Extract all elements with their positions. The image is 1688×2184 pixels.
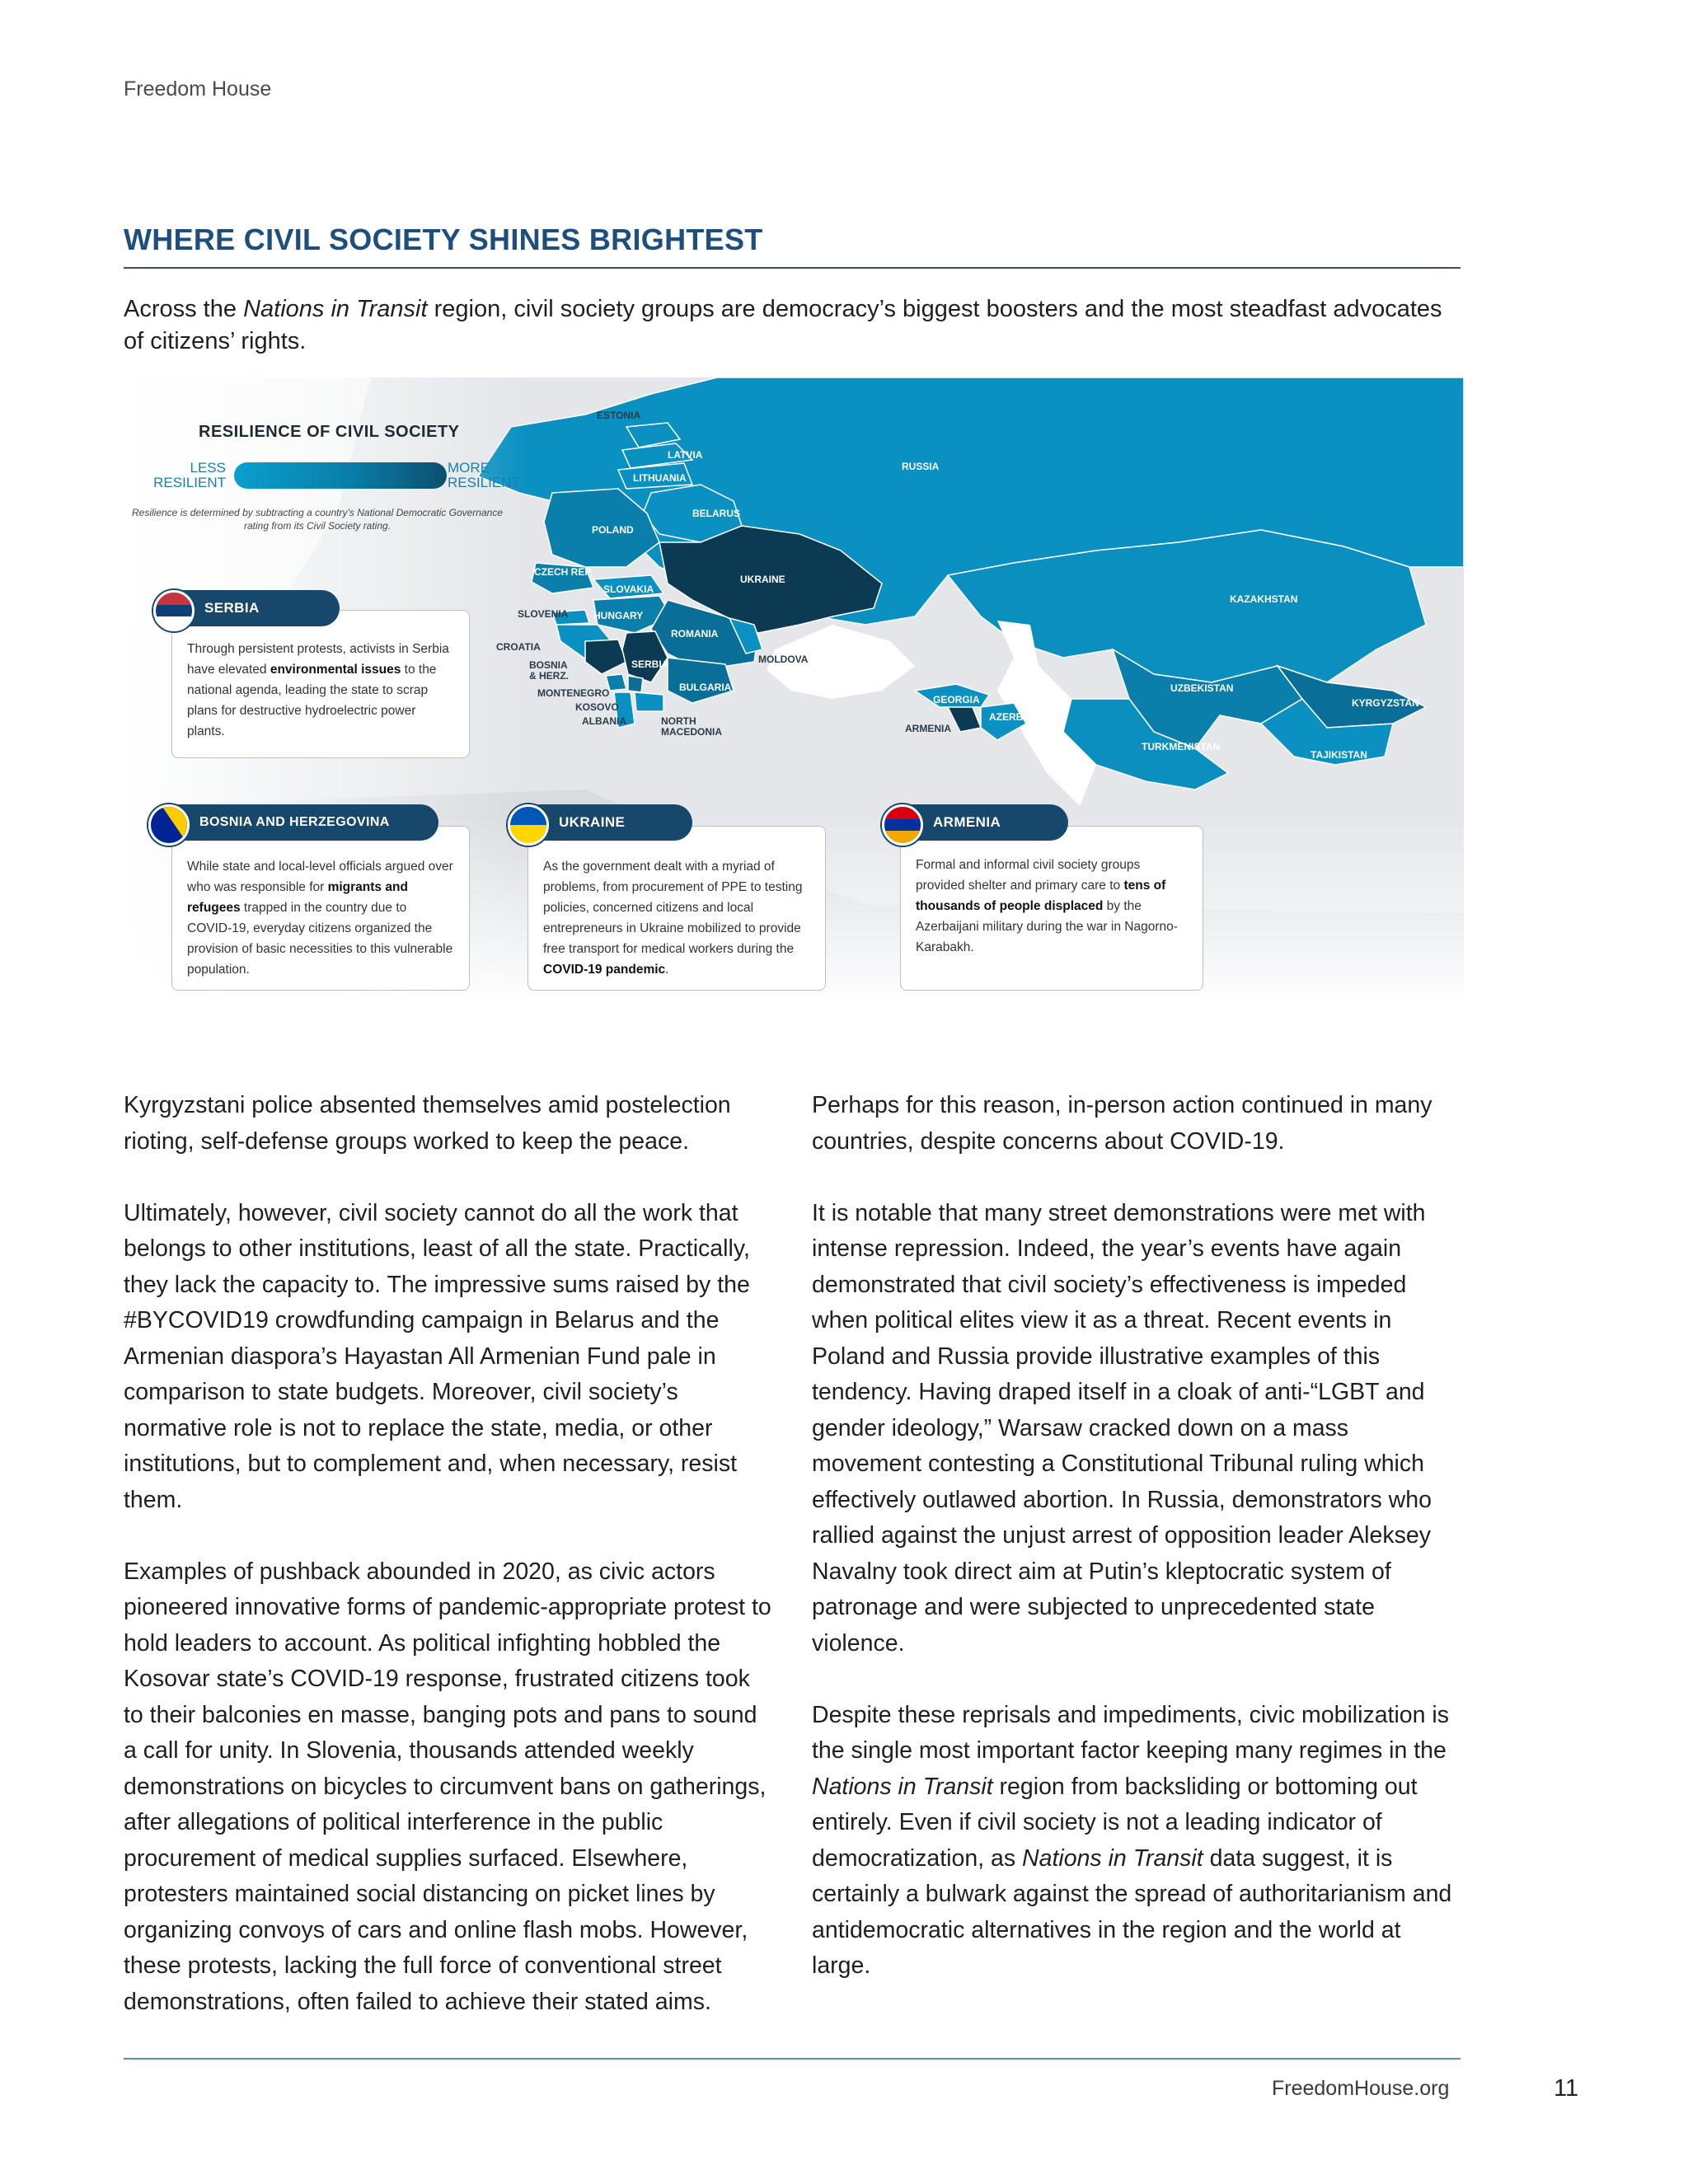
body-paragraph: Despite these reprisals and impediments, civic mobilization is the single most important factor keeping many regimes in the Nations in Transit region from backsliding or bottoming out entirely. Even if civil society is not a leading indicator of democratization, as Nations in Transit data suggest, it is certainly a bulwark against the spread of authoritarianism and antidemocratic alternatives in the region and the world at large. — [812, 1701, 1452, 1979]
header-org: Freedom House — [124, 77, 272, 101]
body-column-right — [812, 1088, 1463, 2020]
map-label-slovenia: SLOVENIA — [518, 608, 569, 620]
map-label-georgia: GEORGIA — [933, 694, 980, 705]
body-paragraph: Perhaps for this reason, in-person action continued in many countries, despite concerns about COVID-19. — [812, 1092, 1432, 1155]
legend-note: Resilience is determined by subtracting a country’s National Democratic Governance rating from its Civil Society rating. — [132, 507, 503, 532]
pill-armenia: ARMENIA — [885, 804, 1068, 841]
map-label-bulgaria: BULGARIA — [679, 682, 732, 693]
map-label-turkmenistan: TURKMENISTAN — [1142, 741, 1221, 752]
map-label-moldova: MOLDOVA — [758, 654, 809, 665]
map-label-serbia: SERBIA — [631, 658, 669, 670]
body-paragraph: Ultimately, however, civil society cannot do all the work that belongs to other institutions, least of all the state. Practically, they lack the capacity to. The impressive sums raised by the #BYCOVID19 crowdfunding campaign in Belarus and the Armenian diaspora’s Hayastan All Armenian Fund pale in comparison to state budgets. Moreover, civil society’s normative role is not to replace the state, media, or other institutions, but to complement and, when necessary, resist them. — [124, 1199, 750, 1513]
map-label-hungary: HUNGARY — [593, 610, 644, 621]
callout-serbia: Through persistent protests, activists in Serbia have elevated environmental issues to the national agenda, leading the state to scrap plans for destructive hydroelectric power plants. — [171, 610, 470, 758]
map-label-croatia: CROATIA — [496, 641, 541, 653]
armenia-flag-icon — [882, 804, 923, 846]
resilience-map — [124, 377, 1464, 1005]
map-label-montenegro: MONTENEGRO — [537, 687, 610, 699]
pill-serbia: SERBIA — [157, 590, 340, 626]
map-label-romania: ROMANIA — [671, 628, 719, 640]
body-paragraph: Kyrgyzstani police absented themselves amid postelection rioting, self-defense groups worked to keep the peace. — [124, 1092, 731, 1155]
map-label-bosnia-1: BOSNIA — [529, 659, 568, 671]
callout-ukraine: As the government dealt with a myriad of problems, from procurement of PPE to testing policies, concerned citizens and local entrepreneurs in Ukraine mobilized to provide free transport for medical workers during the COVID-19 pandemic. — [528, 826, 826, 991]
map-label-czech: CZECH REP. — [534, 566, 593, 578]
callout-armenia: Formal and informal civil society groups provided shelter and primary care to tens of thousands of people displaced by the Azerbaijani military during the war in Nagorno-Karabakh. — [900, 826, 1203, 991]
intro-paragraph: Across the Nations in Transit region, civil society groups are democracy’s biggest boosters and the most steadfast advocates of citizens’ rights. — [124, 296, 1442, 354]
map-label-tajikistan: TAJIKISTAN — [1311, 749, 1367, 761]
legend-title: RESILIENCE OF CIVIL SOCIETY — [199, 423, 460, 441]
intro-italic: Nations in Transit — [243, 296, 428, 322]
map-label-belarus: BELARUS — [692, 508, 741, 519]
page-number: 11 — [1554, 2075, 1579, 2102]
map-label-albania: ALBANIA — [582, 715, 626, 727]
legend-more-label: MORE RESILIENT — [448, 460, 520, 490]
footer-divider — [124, 2058, 1461, 2060]
bosnia-flag-icon — [148, 804, 190, 846]
map-label-bosnia-2: & HERZ. — [529, 670, 569, 682]
map-label-armenia: ARMENIA — [905, 723, 951, 734]
map-label-poland: POLAND — [592, 524, 634, 536]
map-label-kazakhstan: KAZAKHSTAN — [1230, 593, 1298, 605]
pill-bosnia: BOSNIA AND HERZEGOVINA — [152, 804, 438, 841]
legend-less-label: LESS RESILIENT — [153, 460, 226, 490]
map-label-kyrgyzstan: KYRGYZSTAN — [1352, 697, 1419, 709]
map-label-latvia: LATVIA — [668, 449, 703, 461]
map-label-ukraine: UKRAINE — [740, 574, 785, 585]
pill-ukraine: UKRAINE — [511, 804, 692, 841]
legend-gradient-bar — [234, 462, 447, 489]
map-label-russia: RUSSIA — [902, 461, 940, 472]
serbia-flag-icon — [153, 590, 195, 631]
map-label-north-2: MACEDONIA — [661, 726, 722, 738]
section-title: WHERE CIVIL SOCIETY SHINES BRIGHTEST — [124, 223, 763, 256]
map-label-kosovo: KOSOVO — [575, 701, 619, 713]
map-label-uzbekistan: UZBEKISTAN — [1170, 682, 1234, 694]
map-label-azerbaijan: AZERBAIJAN — [989, 711, 1053, 723]
title-divider — [124, 267, 1461, 269]
map-label-north-1: NORTH — [661, 715, 696, 727]
map-label-slovakia: SLOVAKIA — [603, 583, 654, 595]
body-paragraph: It is notable that many street demonstrations were met with intense repression. Indeed, the year’s events have again demonstrated that civil society’s effectiveness is impeded when political elites view it as a threat. Recent events in Poland and Russia provide illustrative examples of this tendency. Having draped itself in a cloak of anti-“LGBT and gender ideology,” Warsaw cracked down on a mass movement contesting a Constitutional Tribunal ruling which effectively outlawed abortion. In Russia, demonstrators who rallied against the unjust arrest of opposition leader Aleksey Navalny took direct aim at Putin’s kleptocratic system of patronage and were subjected to unprecedented state violence. — [812, 1199, 1432, 1657]
body-paragraph: Examples of pushback abounded in 2020, as civic actors pioneered innovative forms of pandemic-appropriate protest to hold leaders to account. As political infighting hobbled the Kosovar state’s COVID-19 response, frustrated citizens took to their balconies en masse, banging pots and pans to sound a call for unity. In Slovenia, thousands attended weekly demonstrations on bicycles to circumvent bans on gatherings, after allegations of political interference in the public procurement of medical supplies surfaced. Elsewhere, protesters maintained social distancing on picket lines by organizing convoys of cars and online flash mobs. However, these protests, lacking the full force of conventional street demonstrations, often failed to achieve their stated aims. — [124, 1558, 771, 2015]
map-label-estonia: ESTONIA — [597, 410, 641, 421]
footer-url-link[interactable]: FreedomHouse.org — [1272, 2077, 1450, 2100]
map-label-lithuania: LITHUANIA — [633, 472, 687, 484]
callout-bosnia: While state and local-level officials argued over who was responsible for migrants and refugees trapped in the country due to COVID-19, everyday citizens organized the provision of basic necessities to this vulnerable population. — [171, 826, 470, 991]
ukraine-flag-icon — [508, 804, 549, 846]
body-column-left — [124, 1088, 775, 2056]
